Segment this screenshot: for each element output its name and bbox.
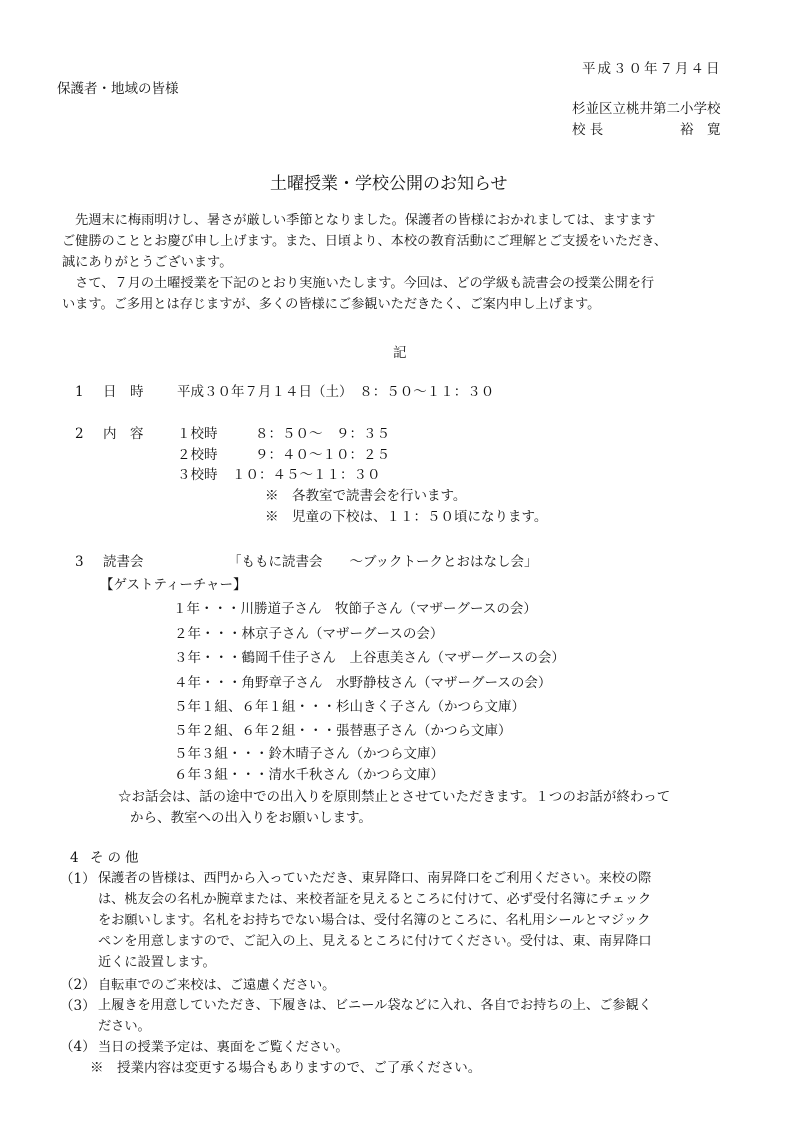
entry-mark: （2） (60, 977, 96, 993)
addressee: 保護者・地域の皆様 (57, 81, 179, 97)
guest-teacher-heading: 【ゲストティーチャー】 (100, 577, 247, 593)
entry-line: 当日の授業予定は、裏面をご覧ください。 (98, 1040, 349, 1055)
guest-row: １年・・・川勝道子さん 牧節子さん（マザーグースの会） (173, 601, 537, 617)
entry-line: 保護者の皆様は、西門から入っていただき、東昇降口、南昇降口をご利用ください。来校の際 (98, 871, 652, 886)
guest-row: ５年２組、６年２組・・・張替惠子さん（かつら文庫） (174, 723, 512, 739)
intro-line: います。ご多用とは存じますが、多くの皆様にご参観いただきたく、ご案内申し上げます。 (62, 297, 601, 312)
item2-number: 2 (75, 426, 84, 442)
ki-heading: 記 (393, 345, 407, 361)
item4-label: その他 (90, 850, 143, 866)
item1-number: 1 (75, 384, 84, 400)
item1-value: 平成３０年７月１４日（土） ８：５０～１１：３０ (177, 384, 495, 400)
final-note: ※ 授業内容は変更する場合もありますので、ご了承ください。 (90, 1060, 482, 1076)
item4-number: 4 (70, 850, 79, 866)
period-name: ３校時 (177, 467, 218, 483)
period-name: ２校時 (177, 447, 218, 463)
period-name: １校時 (177, 426, 218, 442)
document-title: 土曜授業・学校公開のお知らせ (270, 174, 508, 194)
other-entry (98, 868, 652, 973)
school-name: 杉並区立桃井第二小学校 (572, 101, 721, 117)
intro-line: 誠にありがとうございます。 (62, 255, 233, 270)
schedule-note: ※ 児童の下校は、１１：５０頃になります。 (265, 509, 548, 525)
intro-paragraph (62, 210, 667, 315)
item1-label: 日 時 (103, 384, 144, 400)
guest-row: ５年１組、６年１組・・・杉山きく子さん（かつら文庫） (174, 699, 525, 715)
story-time-note: ☆お話会は、話の途中での出入りを原則禁止とさせていただきます。１つのお話が終わって (118, 789, 671, 805)
item3-number: 3 (75, 554, 84, 570)
reading-event-title: 「ももに読書会 ～ブックトークとおはなし会」 (228, 554, 538, 570)
intro-line: さて、７月の土曜授業を下記のとおり実施いたします。今回は、どの学級も読書会の授業公開を行 (62, 276, 655, 291)
issue-date: 平成３０年７月４日 (582, 61, 722, 77)
entry-line: は、桃友会の名札か腕章または、来校者証を見えるところに付けて、必ず受付名簿にチェック (98, 892, 652, 907)
principal-title: 校 長 (572, 122, 604, 138)
guest-row: ３年・・・鶴岡千佳子さん 上谷恵美さん（マザーグースの会） (174, 650, 565, 666)
period-time: ９：４０～１０：２５ (255, 447, 390, 463)
period-time: １０：４５～１１：３０ (232, 467, 381, 483)
entry-line: ださい。 (98, 1019, 151, 1034)
entry-line: 自転車でのご来校は、ご遠慮ください。 (98, 978, 336, 993)
schedule-note: ※ 各教室で読書会を行います。 (265, 488, 467, 504)
principal-name: 裕 寛 (680, 122, 721, 138)
entry-mark: （1） (60, 871, 96, 887)
guest-row: ６年３組・・・清水千秋さん（かつら文庫） (174, 767, 444, 783)
entry-line: ペンを用意しますので、ご記入の上、見えるところに付けてください。受付は、東、南昇降口 (98, 934, 652, 949)
item3-label: 読書会 (103, 554, 144, 570)
entry-line: 上履きを用意していただき、下履きは、ビニール袋などに入れ、各自でお持ちの上、ご参観く (98, 998, 652, 1013)
entry-line: 近くに設置します。 (98, 955, 216, 970)
intro-line: 先週末に梅雨明けし、暑さが厳しい季節となりました。保護者の皆様におかれましては、ますます (62, 213, 656, 228)
other-entry (98, 995, 652, 1037)
guest-row: ５年３組・・・鈴木晴子さん（かつら文庫） (174, 746, 444, 762)
entry-mark: （4） (60, 1039, 96, 1055)
guest-row: ４年・・・角野章子さん 水野静枝さん（マザーグースの会） (174, 675, 552, 691)
intro-line: ご健勝のこととお慶び申し上げます。また、日頃より、本校の教育活動にご理解とご支援をいただき、 (62, 234, 668, 249)
story-time-note-continued: から、教室への出入りをお願いします。 (130, 810, 372, 826)
period-time: ８：５０～ ９：３５ (255, 426, 390, 442)
entry-mark: （3） (60, 998, 96, 1014)
item2-label: 内 容 (103, 426, 144, 442)
entry-line: をお願いします。名札をお持ちでない場合は、受付名簿のところに、名札用シールとマジック (98, 913, 651, 928)
guest-row: ２年・・・林京子さん（マザーグースの会） (174, 626, 444, 642)
